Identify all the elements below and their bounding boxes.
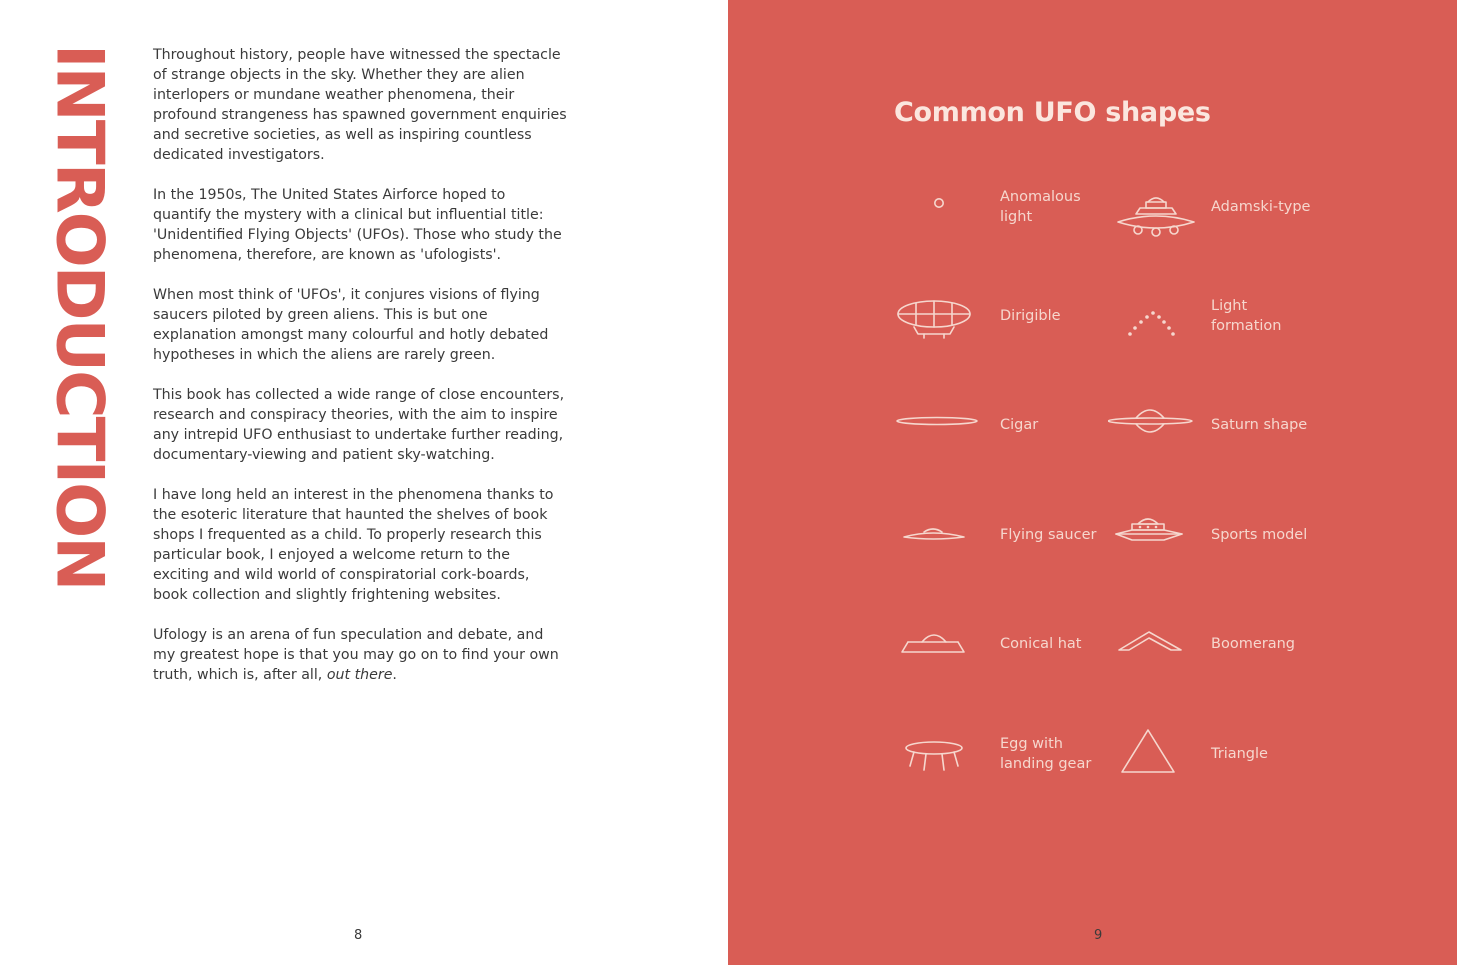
shape-label: Light formation <box>1211 298 1282 334</box>
shape-label: Adamski-type <box>1211 199 1311 215</box>
shape-label: Saturn shape <box>1211 417 1308 433</box>
saturn-shape-icon <box>1108 392 1218 452</box>
shape-label: Sports model <box>1211 527 1308 543</box>
shape-label: Dirigible <box>1000 308 1061 324</box>
dirigible-icon <box>896 288 1006 348</box>
paragraph-final <box>153 625 568 685</box>
paragraph-final-text: Ufology is an arena of fun speculation and debate, and my greatest hope is that you may go on to find your own truth, which is, after all, <box>153 627 559 683</box>
paragraph: I have long held an interest in the phenomena thanks to the esoteric literature that haunted the shelves of book shops I frequented as a child. To properly research this particular book, I enjoyed a welcome return to the exciting and wild world of conspiratorial cork-boards, book collection and slightly frightening websites. <box>153 487 554 603</box>
introduction-body <box>153 45 568 705</box>
shape-label: Cigar <box>1000 417 1039 433</box>
paragraph-final-emphasis: out there <box>326 667 393 683</box>
paragraph-final-end: . <box>392 667 397 683</box>
paragraph: Throughout history, people have witnessed the spectacle of strange objects in the sky. Whether they are alien interlopers or mundane weather phenomena, their profound strangeness has spawned government enquiries and secretive societies, as well as inspiring countless dedicated investigators. <box>153 47 567 163</box>
flying-saucer-icon <box>896 505 1006 565</box>
paragraph: This book has collected a wide range of close encounters, research and conspiracy theories, with the aim to inspire any intrepid UFO enthusiast to undertake further reading, documentary-viewing and patient sky-watching. <box>153 387 565 463</box>
left-page <box>0 0 728 965</box>
shape-label: Boomerang <box>1211 636 1295 652</box>
sports-model-icon <box>1108 502 1218 562</box>
boomerang-icon <box>1113 612 1223 672</box>
vertical-title: INTRODUCTION <box>41 44 118 590</box>
adamski-type-icon <box>1108 182 1218 242</box>
shapes-title: Common UFO shapes <box>894 97 1211 128</box>
shape-label: Triangle <box>1211 746 1268 762</box>
egg-landing-gear-icon <box>896 722 1006 782</box>
shape-label: Anomalous light <box>1000 189 1081 225</box>
shape-label: Flying saucer <box>1000 527 1097 543</box>
anomalous-light-icon <box>896 172 1006 232</box>
cigar-icon <box>896 392 1006 452</box>
paragraph: When most think of 'UFOs', it conjures visions of flying saucers piloted by green aliens. This is but one explanation amongst many colourful and hotly debated hypotheses in which the aliens are rarely green. <box>153 287 549 363</box>
page-number-right: 9 <box>1094 928 1103 943</box>
right-page <box>728 0 1457 965</box>
paragraph: In the 1950s, The United States Airforce hoped to quantify the mystery with a clinical but influential title: 'Unidentified Flying Objects' (UFOs). Those who study the phenomena, therefore, are known as 'ufologists'. <box>153 187 562 263</box>
shape-label: Egg with landing gear <box>1000 736 1092 772</box>
shape-label: Conical hat <box>1000 636 1082 652</box>
conical-hat-icon <box>896 612 1006 672</box>
page-number-left: 8 <box>354 928 363 943</box>
